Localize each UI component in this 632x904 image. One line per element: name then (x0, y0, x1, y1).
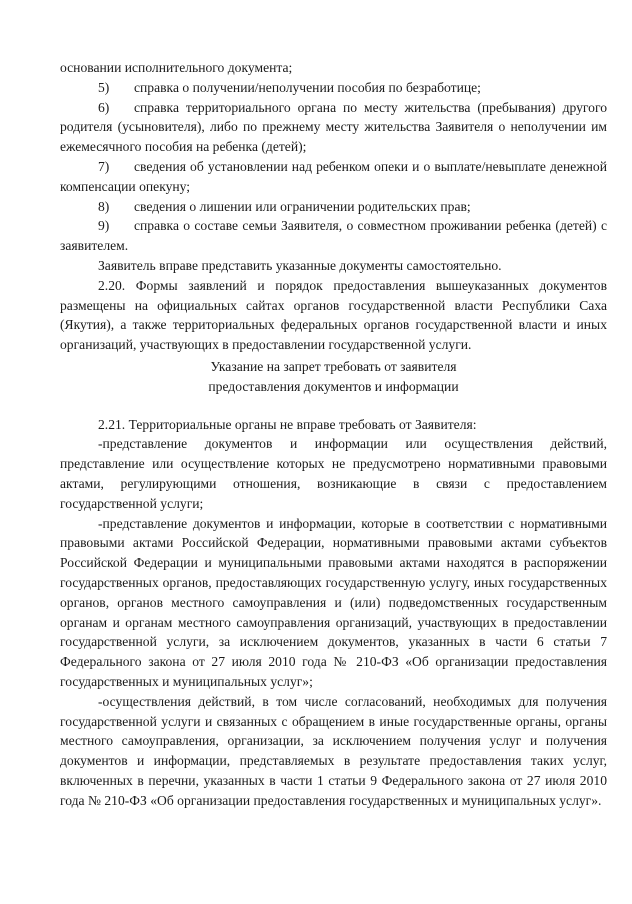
paragraph-text: сведения об установлении над ребенком опеки и о выплате/невыплате денежной компенсации опекуну; (60, 158, 607, 194)
paragraph-text: 2.21. Территориальные органы не вправе требовать от Заявителя: (98, 416, 477, 432)
paragraph (60, 415, 607, 435)
document-section-requirements (60, 58, 607, 355)
paragraph-text: -представление документов и информации или осуществления действий, представление или осуществление которых не предусмотрено нормативными правовыми актами, регулирующими отношения, возникающие в связи с предоставлением государственной услуги; (60, 436, 607, 511)
paragraph (60, 692, 607, 811)
paragraph (60, 58, 607, 78)
paragraph-text: сведения о лишении или ограничении родительских прав; (134, 198, 471, 214)
list-item (60, 197, 607, 217)
paragraph-text: Заявитель вправе представить указанные документы самостоятельно. (98, 257, 502, 273)
list-item-number: 9) (98, 218, 110, 234)
list-item (60, 78, 607, 98)
paragraph (60, 276, 607, 355)
list-item-number: 5) (98, 79, 110, 95)
paragraph (60, 434, 607, 513)
section-heading (60, 357, 607, 397)
section-heading-line-1: Указание на запрет требовать от заявителя (210, 358, 457, 374)
paragraph (60, 256, 607, 276)
paragraph-text: -представление документов и информации, которые в соответствии с нормативными правовыми актами Российской Федерации, нормативными правовыми актами субъектов Российской Федерации и муниципальными правовыми актами находятся в распоряжении государственных органов, предоставляющих государственную услугу, иных государственных органов, органов местного самоуправления и (или) подведомственных государственным органам и органам местного самоуправления организаций, участвующих в предоставлении государственной услуги, за исключением документов, указанных в части 6 статьи 7 Федерального закона от 27 июля 2010 года № 210-ФЗ «Об организации предоставления государственных и муниципальных услуг»; (60, 515, 607, 689)
paragraph-text: справка территориального органа по месту жительства (пребывания) другого родителя (усыновителя), либо по прежнему месту жительства Заявителя о неполучении им ежемесячного пособия на ребенка (детей); (60, 99, 607, 155)
list-item-number: 8) (98, 198, 110, 214)
paragraph-text: справка о получении/неполучении пособия по безработице; (134, 79, 481, 95)
list-item-number: 6) (98, 99, 110, 115)
section-gap (60, 397, 607, 415)
paragraph-text: 2.20. Формы заявлений и порядок предоставления вышеуказанных документов размещены на официальных сайтах органов государственной власти Республики Саха (Якутия), а также территориальных федеральных органов государственной власти и иных организаций, участвующих в предоставлении государственной услуги. (60, 277, 607, 353)
paragraph (60, 514, 607, 692)
paragraph-text: основании исполнительного документа; (60, 60, 293, 75)
list-item (60, 157, 607, 197)
list-item (60, 216, 607, 256)
paragraph-text: -осуществления действий, в том числе согласований, необходимых для получения государственной услуги и связанных с обращением в иные государственные органы, органы местного самоуправления, организации, за исключением получения услуг и получения документов и информации, представляемых в результате предоставления таких услуг, включенных в перечни, указанных в части 1 статьи 9 Федерального закона от 27 июля 2010 года № 210-ФЗ «Об организации предоставления государственных и муниципальных услуг». (60, 693, 607, 808)
section-heading-line-2: предоставления документов и информации (208, 378, 459, 394)
list-item (60, 98, 607, 157)
document-section-prohibitions (60, 415, 607, 811)
paragraph-text: справка о составе семьи Заявителя, о совместном проживании ребенка (детей) с заявителем. (60, 218, 607, 254)
list-item-number: 7) (98, 158, 110, 174)
